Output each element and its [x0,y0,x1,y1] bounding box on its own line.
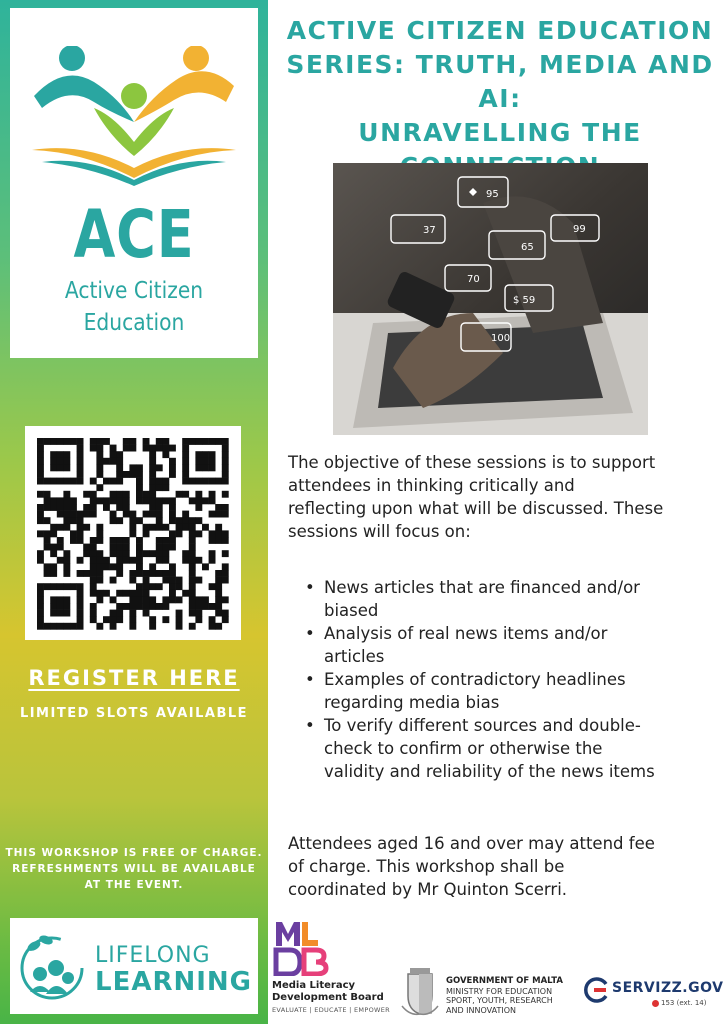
qr-code[interactable] [25,426,241,640]
free-line: THIS WORKSHOP IS FREE OF CHARGE. [5,847,263,859]
mldb-icon [272,918,332,976]
lifelong-learning-icon [16,932,88,1000]
lifelong-learning-logo [10,918,258,1014]
intro-paragraph [288,451,714,543]
list-item-line: regarding media bias [324,693,500,712]
list-item-line: • To verify different sources and double- [324,716,641,735]
list-item [300,576,714,622]
servizz-icon [582,976,610,1004]
lifelong-line1: LIFELONG [95,943,211,968]
phone-icon [652,1000,659,1007]
sidebar [0,0,268,1024]
photo-badge: 65 [521,242,534,253]
closing-line: Attendees aged 16 and over may attend fee [288,834,655,853]
list-item [300,668,714,714]
ace-subtitle-line2: Education [83,310,185,336]
title-line: UNRAVELLING THE [358,118,642,147]
title-line: SERIES: TRUTH, MEDIA AND AI: [286,50,714,113]
gov-line: SPORT, YOUTH, RESEARCH [446,996,553,1005]
intro-line: The objective of these sessions is to support [288,453,656,472]
mldb-line: Development Board [272,992,384,1003]
intro-line: attendees in thinking critically and [288,476,575,495]
mldb-name [272,980,384,1004]
photo-badge: 70 [467,274,480,285]
lifelong-line2: LEARNING [95,967,253,997]
phone-number: 153 (ext. 14) [661,999,707,1007]
photo-badge: 100 [491,333,511,344]
list-item-line: biased [324,601,379,620]
servizz-phone [652,999,706,1007]
intro-line: reflecting upon what will be discussed. These [288,499,664,518]
malta-coat-of-arms-icon [400,966,440,1016]
photo-badge: 95 [486,189,499,200]
hero-photo [333,163,648,435]
gov-line: GOVERNMENT OF MALTA [446,976,563,986]
photo-badge: $ 59 [513,295,536,306]
ace-logo [10,8,258,358]
mldb-tagline: EVALUATE | EDUCATE | EMPOWER [272,1006,390,1014]
free-line: REFRESHMENTS WILL BE AVAILABLE [12,863,256,875]
list-item-line: • Examples of contradictory headlines [324,670,626,689]
mldb-logo [272,918,392,1018]
register-link[interactable]: REGISTER HERE [28,666,240,690]
ace-figures-icon [24,46,244,186]
list-item-line: • News articles that are financed and/or [324,578,640,597]
gov-line: AND INNOVATION [446,1005,516,1015]
list-item [300,714,714,783]
limited-slots-text: LIMITED SLOTS AVAILABLE [19,706,249,721]
focus-list [300,576,714,783]
qr-code-icon [25,426,241,640]
government-of-malta-text [446,976,563,1015]
list-item-line: validity and reliability of the news items [324,762,655,781]
list-item-line: check to confirm or otherwise the [324,739,603,758]
title-line: ACTIVE CITIZEN EDUCATION [286,16,714,45]
list-item-line: • Analysis of real news items and/or [324,624,608,643]
free-line: AT THE EVENT. [84,879,184,891]
gov-line: MINISTRY FOR EDUCATION [446,986,553,996]
closing-line: of charge. This workshop shall be [288,857,565,876]
page-title [280,14,720,184]
ace-letters: ACE [73,196,195,273]
photo-badge: 99 [573,224,586,235]
list-item [300,622,714,668]
ace-subtitle-line1: Active Citizen [64,278,204,304]
free-of-charge-note [0,845,268,893]
intro-line: sessions will focus on: [288,522,471,541]
photo-badge: 37 [423,225,436,236]
closing-paragraph [288,832,714,901]
mldb-line: Media Literacy [272,980,356,991]
lifelong-learning-text [95,944,252,996]
servizz-gov-text: SERVIZZ.GOV [612,980,724,996]
list-item-line: articles [324,647,385,666]
closing-line: coordinated by Mr Quinton Scerri. [288,880,568,899]
